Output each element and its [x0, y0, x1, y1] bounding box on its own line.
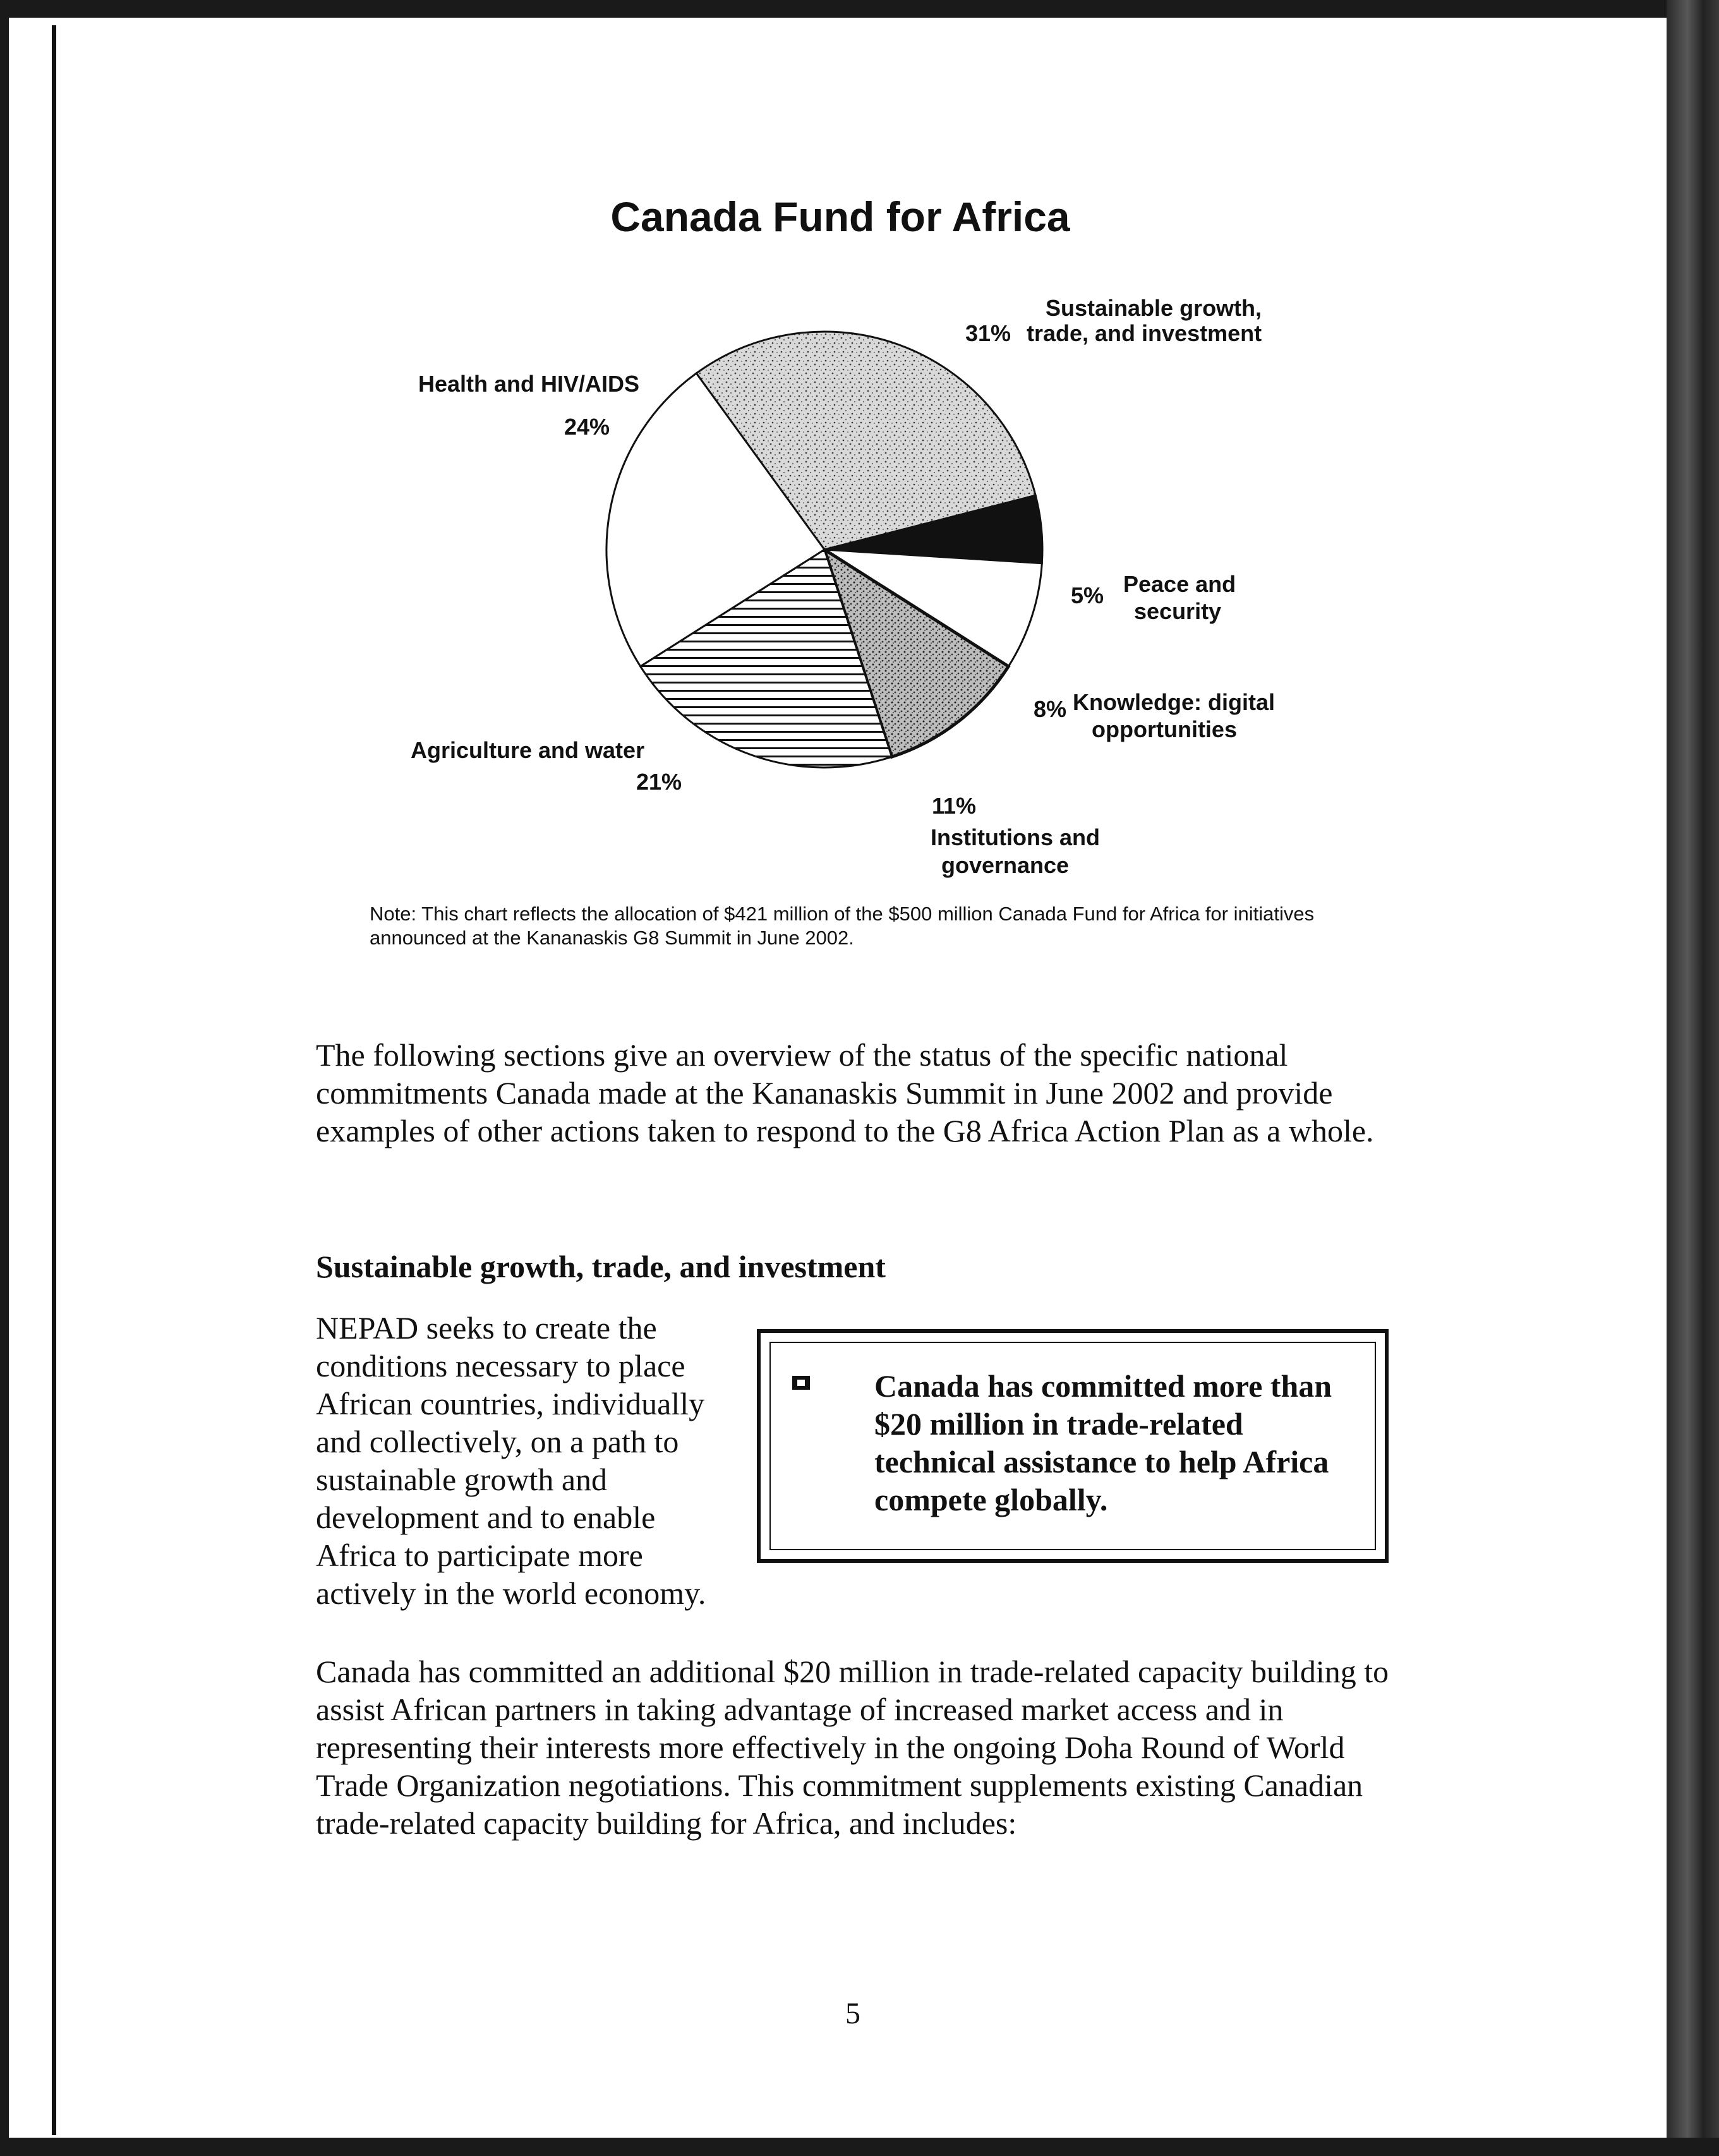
- scan-border-bottom: [0, 2138, 1719, 2156]
- final-paragraph: Canada has committed an additional $20 million in trade-related capacity building to assist African partners in taking advantage of increased market access and in representing their interests more effectively in the ongoing Doha Round of World Trade Organization negotiations. This commitment supplements existing Canadian trade-related capacity building for Africa, and includes:: [316, 1654, 1389, 1841]
- slice-label-health: [418, 371, 639, 440]
- page-number: 5: [845, 1997, 860, 2030]
- section-heading: Sustainable growth, trade, and investment: [316, 1249, 886, 1284]
- chart-title: Canada Fund for Africa: [610, 193, 1070, 240]
- slice-label-agriculture: [411, 737, 682, 795]
- slice-label-health-line1: Health and HIV/AIDS: [418, 371, 640, 397]
- pie-slices: [606, 332, 1042, 768]
- slice-label-sustainable-line1: Sustainable growth,: [1046, 295, 1262, 321]
- slice-label-peace-line1: Peace and: [1123, 571, 1236, 597]
- slice-label-institutions: [931, 793, 1100, 878]
- pie-chart: [0, 0, 1719, 897]
- slice-label-institutions-line1: Institutions and: [931, 824, 1100, 850]
- slice-pct-peace: 5%: [1071, 582, 1104, 608]
- slice-label-peace-line2: security: [1134, 598, 1222, 624]
- slice-pct-sustainable: 31%: [965, 320, 1011, 346]
- slice-pct-health: 24%: [564, 414, 610, 440]
- intro-paragraph: The following sections give an overview of the status of the specific national commitments Canada made at the Kananaskis Summit in June 2002 and provide examples of other actions taken to respond to the G8 Africa Action Plan as a whole.: [316, 1037, 1374, 1148]
- slice-pct-agriculture: 21%: [636, 769, 682, 795]
- callout-box: [757, 1329, 1389, 1563]
- callout-text: Canada has committed more than $20 million in trade-related technical assistance to help Africa compete globally.: [874, 1368, 1332, 1517]
- slice-label-agriculture-line1: Agriculture and water: [411, 737, 645, 763]
- slice-label-sustainable-line2: trade, and investment: [1027, 320, 1262, 346]
- slice-label-sustainable: [965, 295, 1262, 346]
- slice-pct-institutions: 11%: [932, 793, 977, 819]
- slice-label-peace: [1071, 571, 1236, 624]
- nepad-paragraph: NEPAD seeks to create the conditions necessary to place African countries, individually and collectively, on a path to sustainable growth and development and to enable Africa to participate more actively in the world economy.: [316, 1310, 706, 1611]
- slice-label-knowledge: [1034, 689, 1275, 742]
- slice-pct-knowledge: 8%: [1034, 696, 1067, 722]
- slice-label-knowledge-line2: opportunities: [1092, 716, 1237, 742]
- slice-label-institutions-line2: governance: [941, 852, 1070, 878]
- square-bullet-icon: [792, 1376, 810, 1390]
- chart-note: Note: This chart reflects the allocation of $421 million of the $500 million Canada Fund for Africa for initiatives announced at the Kananaskis G8 Summit in June 2002.: [370, 903, 1315, 949]
- slice-label-knowledge-line1: Knowledge: digital: [1073, 689, 1275, 715]
